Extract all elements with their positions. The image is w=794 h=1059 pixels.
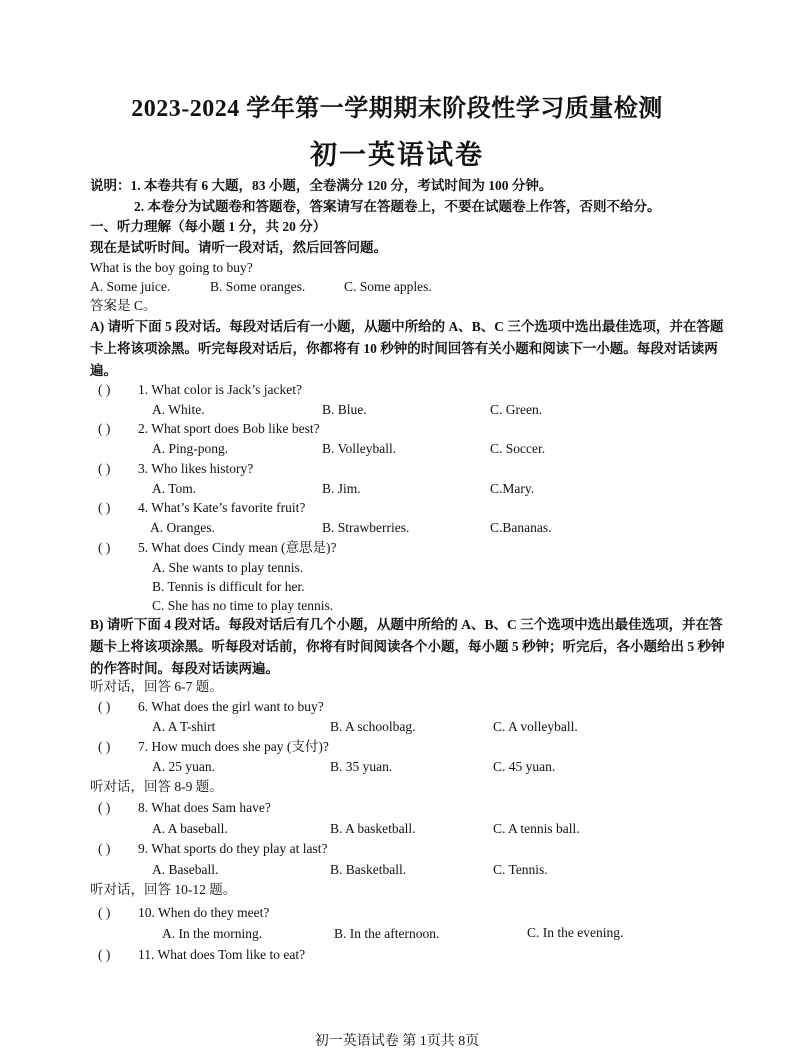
question-text: 6. What does the girl want to buy? xyxy=(138,699,324,714)
q7-option-b: B. 35 yuan. xyxy=(330,759,393,774)
q8-option-a: A. A baseball. xyxy=(152,821,228,836)
q6-option-c: C. A volleyball. xyxy=(493,719,578,734)
question-10 xyxy=(98,903,269,922)
answer-paren: ( ) xyxy=(98,540,111,555)
q3-option-c: C.Mary. xyxy=(490,481,535,496)
instruction-line-1: 说明：1. 本卷共有 6 大题，83 小题，全卷满分 120 分，考试时间为 100 分钟。 xyxy=(90,178,553,193)
q3-option-a: A. Tom. xyxy=(152,481,197,496)
instruction-line-2: 2. 本卷分为试题卷和答题卷，答案请写在答题卷上，不要在试题卷上作答，否则不给分。 xyxy=(134,199,661,214)
question-text: 2. What sport does Bob like best? xyxy=(138,421,320,436)
q6-option-a: A. A T-shirt xyxy=(152,719,216,734)
q5-option-b: B. Tennis is difficult for her. xyxy=(152,579,305,594)
q9-option-b: B. Basketball. xyxy=(330,862,407,877)
group-10-12-label: 听对话，回答 10-12 题。 xyxy=(90,882,237,897)
question-11 xyxy=(98,945,305,964)
answer-paren: ( ) xyxy=(98,905,111,920)
q1-option-a: A. White. xyxy=(152,402,205,417)
question-5 xyxy=(98,538,336,557)
q4-option-b: B. Strawberries. xyxy=(322,520,410,535)
answer-paren: ( ) xyxy=(98,739,111,754)
q6-option-b: B. A schoolbag. xyxy=(330,719,416,734)
answer-paren: ( ) xyxy=(98,382,111,397)
question-8 xyxy=(98,798,271,817)
answer-paren: ( ) xyxy=(98,461,111,476)
q7-option-a: A. 25 yuan. xyxy=(152,759,215,774)
question-text: 7. How much does she pay (支付)? xyxy=(138,739,329,754)
group-8-9-label: 听对话，回答 8-9 题。 xyxy=(90,779,223,794)
question-4 xyxy=(98,498,305,517)
group-6-7-label: 听对话，回答 6-7 题。 xyxy=(90,679,223,694)
q4-option-c: C.Bananas. xyxy=(490,520,552,535)
q1-option-c: C. Green. xyxy=(490,402,543,417)
q1-option-b: B. Blue. xyxy=(322,402,367,417)
q10-option-c: C. In the evening. xyxy=(527,925,624,940)
q5-option-c: C. She has no time to play tennis. xyxy=(152,598,334,613)
q2-option-b: B. Volleyball. xyxy=(322,441,397,456)
question-text: 4. What’s Kate’s favorite fruit? xyxy=(138,500,306,515)
q7-option-c: C. 45 yuan. xyxy=(493,759,556,774)
question-text: 9. What sports do they play at last? xyxy=(138,841,328,856)
question-text: 3. Who likes history? xyxy=(138,461,254,476)
q9-option-c: C. Tennis. xyxy=(493,862,548,877)
exam-title: 2023-2024 学年第一学期期末阶段性学习质量检测 xyxy=(131,96,663,122)
question-text: 1. What color is Jack’s jacket? xyxy=(138,382,302,397)
q3-option-b: B. Jim. xyxy=(322,481,361,496)
answer-paren: ( ) xyxy=(98,699,111,714)
exam-subtitle: 初一英语试卷 xyxy=(310,140,484,170)
q2-option-c: C. Soccer. xyxy=(490,441,546,456)
question-7 xyxy=(98,737,329,756)
q8-option-c: C. A tennis ball. xyxy=(493,821,580,836)
question-9 xyxy=(98,839,327,858)
q4-option-a: A. Oranges. xyxy=(150,520,215,535)
trial-option-a: A. Some juice. xyxy=(90,279,171,294)
q10-option-b: B. In the afternoon. xyxy=(334,926,440,941)
answer-paren: ( ) xyxy=(98,800,111,815)
q5-option-a: A. She wants to play tennis. xyxy=(152,560,304,575)
question-text: 11. What does Tom like to eat? xyxy=(138,947,306,962)
answer-paren: ( ) xyxy=(98,500,111,515)
section-1-heading: 一、听力理解（每小题 1 分，共 20 分） xyxy=(90,219,327,234)
question-text: 5. What does Cindy mean (意思是)? xyxy=(138,540,337,555)
trial-option-c: C. Some apples. xyxy=(344,279,432,294)
part-b-intro: B) 请听下面 4 段对话。每段对话后有几个小题，从题中所给的 A、B、C 三个选项中选出最佳选项，并在答题卡上将该项涂黑。听每段对话前，你将有时间阅读各个小题，每小题 5 秒钟；听完后，各小题给出 5 秒钟的作答时间。每段对话读两遍。 xyxy=(90,617,725,676)
answer-paren: ( ) xyxy=(98,947,111,962)
q2-option-a: A. Ping-pong. xyxy=(152,441,229,456)
part-a-intro: A) 请听下面 5 段对话。每段对话后有一小题，从题中所给的 A、B、C 三个选项中选出最佳选项，并在答题卡上将该项涂黑。听完每段对话后，你都将有 10 秒钟的时间回答有关小题和阅读下一小题。每段对话读两遍。 xyxy=(90,319,724,378)
q8-option-b: B. A basketball. xyxy=(330,821,416,836)
trial-answer: 答案是 C。 xyxy=(90,298,157,313)
question-3 xyxy=(98,459,253,478)
page-footer: 初一英语试卷 第 1页共 8页 xyxy=(314,1034,480,1049)
answer-paren: ( ) xyxy=(98,841,111,856)
question-text: 10. When do they meet? xyxy=(138,905,270,920)
question-2 xyxy=(98,419,320,438)
trial-option-b: B. Some oranges. xyxy=(210,279,306,294)
trial-question: What is the boy going to buy? xyxy=(90,260,253,275)
question-6 xyxy=(98,697,324,716)
question-1 xyxy=(98,380,302,399)
q10-option-a: A. In the morning. xyxy=(162,926,263,941)
trial-intro: 现在是试听时间。请听一段对话，然后回答问题。 xyxy=(90,240,387,255)
answer-paren: ( ) xyxy=(98,421,111,436)
q9-option-a: A. Baseball. xyxy=(152,862,219,877)
question-text: 8. What does Sam have? xyxy=(138,800,271,815)
